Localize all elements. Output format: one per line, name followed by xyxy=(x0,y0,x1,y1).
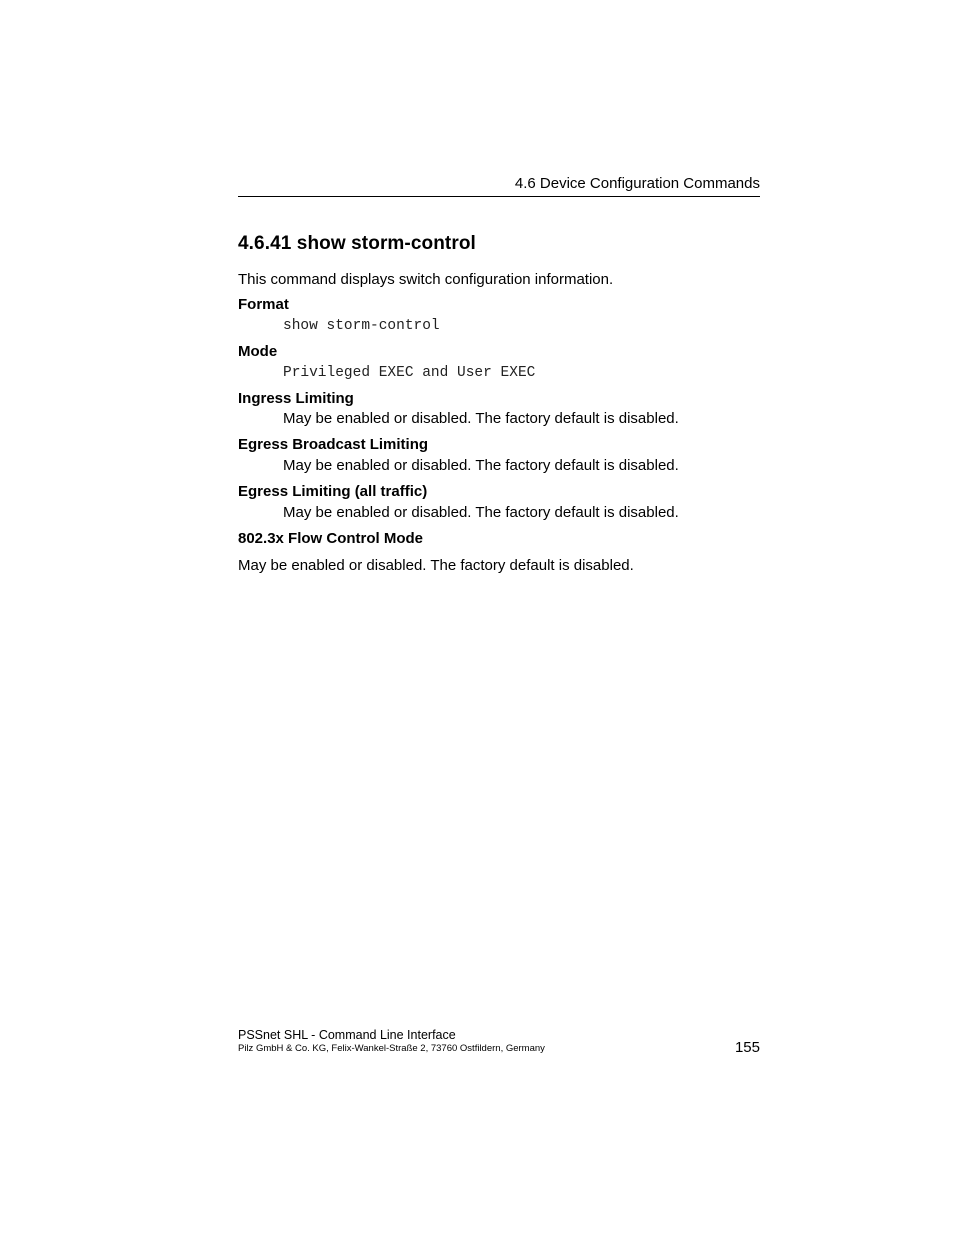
flow-control-label: 802.3x Flow Control Mode xyxy=(238,530,424,547)
footer-title: PSSnet SHL - Command Line Interface xyxy=(238,1028,456,1042)
egress-broadcast-text: May be enabled or disabled. The factory default is disabled. xyxy=(283,457,679,474)
ingress-limiting-label: Ingress Limiting xyxy=(238,390,354,407)
egress-broadcast-label: Egress Broadcast Limiting xyxy=(238,436,429,453)
section-intro: This command displays switch configuration information. xyxy=(238,271,614,288)
ingress-limiting-text: May be enabled or disabled. The factory default is disabled. xyxy=(283,410,679,427)
mode-label: Mode xyxy=(238,343,278,360)
section-title: 4.6.41 show storm-control xyxy=(238,233,476,254)
egress-all-text: May be enabled or disabled. The factory default is disabled. xyxy=(283,504,679,521)
flow-control-text: May be enabled or disabled. The factory default is disabled. xyxy=(238,557,634,574)
egress-all-label: Egress Limiting (all traffic) xyxy=(238,483,428,500)
running-header: 4.6 Device Configuration Commands xyxy=(514,175,760,192)
format-value: show storm-control xyxy=(283,318,440,334)
mode-value: Privileged EXEC and User EXEC xyxy=(283,365,536,381)
page-number: 155 xyxy=(734,1039,760,1056)
format-label: Format xyxy=(238,296,289,313)
header-rule xyxy=(238,196,760,197)
footer-address: Pilz GmbH & Co. KG, Felix-Wankel-Straße 2, 73760 Ostfildern, Germany xyxy=(238,1043,545,1054)
